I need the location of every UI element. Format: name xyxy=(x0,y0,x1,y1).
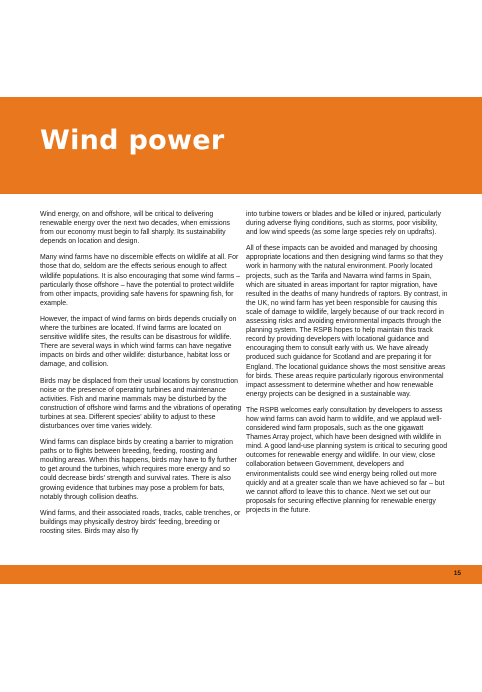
body-paragraph: Wind farms can displace birds by creating a barrier to migration paths or to flights between breeding, feeding, roosting and moulting areas. When this happens, birds may have to fly further to get around the turbines, which requires more energy and so could decrease birds' strength and survival rates. There is also growing evidence that turbines may pose a problem for bats, notably through collision deaths. xyxy=(40,439,237,501)
body-paragraph: However, the impact of wind farms on birds depends crucially on where the turbines are located. If wind farms are located on sensitive wildlife sites, the results can be disastrous for wildlife. There are several ways in which wind farms can have negative impacts on birds and other wildlife: disturbance, habitat loss or damage, and collision. xyxy=(40,315,237,369)
body-paragraph: Wind energy, on and offshore, will be critical to delivering renewable energy over the next two decades, when emissions from our economy must begin to fall sharply. Its sustainability depends on location and design. xyxy=(40,211,230,246)
body-paragraph: The RSPB welcomes early consultation by developers to assess how wind farms can avoid harm to wildlife, and we applaud well-considered wind farm proposals, such as the one gigawatt Thames Array project, which have been designed with wildlife in mind. A good land-use planning system is critical to securing good outcomes for renewable energy and wildlife. In our view, close collaboration between Government, developers and environmentalists could see wind energy being rolled out more quickly and at a greater scale than we have achieved so far – but we cannot afford to leave this to chance. Next we set out our proposals for securing effective planning for renewable energy projects in the future. xyxy=(246,406,448,514)
page-top-margin xyxy=(0,0,482,97)
page-number: 15 xyxy=(453,570,461,577)
body-paragraph: into turbine towers or blades and be killed or injured, particularly during adverse flying conditions, such as storms, poor visibility, and low wind speeds (as some large species rely on updrafts). xyxy=(246,211,441,237)
body-paragraph: Wind farms, and their associated roads, tracks, cable trenches, or buildings may physically destroy birds' feeding, breeding or roosting sites. Birds may also fly xyxy=(40,509,241,535)
right-text-column xyxy=(246,210,448,522)
title-banner xyxy=(0,97,482,194)
body-paragraph: Birds may be displaced from their usual locations by construction noise or the presence of operating turbines and maintenance activities. Fish and marine mammals may be disturbed by the construction of offshore wind farms and the vibrations of operating turbines at sea. Different species' ability to adjust to these disturbances over time varies widely. xyxy=(40,377,242,430)
body-paragraph: All of these impacts can be avoided and managed by choosing appropriate locations and then designing wind farms so that they work in harmony with the natural environment. Poorly located projects, such as the Tarifa and Navarra wind farms in Spain, which are situated in areas important for raptor migration, have resulted in the deaths of many hundreds of raptors. By contrast, in the UK, no wind farm has yet been responsible for causing this scale of damage to wildlife, largely because of our track record in assessing risks and avoiding environmental impacts through the planning system. The RSPB hopes to help maintain this track record by providing developers with locational guidance and encouraging them to consult early with us. We have already produced such guidance for Scotland and are preparing it for England. The locational guidance shows the most sensitive areas for birds. These areas require particularly rigorous environmental impact assessment to determine whether and how renewable energy projects can be designed in a sustainable way. xyxy=(246,245,448,398)
footer-bar xyxy=(0,565,482,584)
body-paragraph: Many wind farms have no discernible effects on wildlife at all. For those that do, seldom are the effects serious enough to affect wildlife populations. It is also encouraging that some wind farms – particularly those offshore – have the potential to protect wildlife from other impacts, providing safe havens for spawning fish, for example. xyxy=(40,254,240,307)
left-text-column xyxy=(40,210,242,543)
page-title: Wind power xyxy=(40,125,225,156)
